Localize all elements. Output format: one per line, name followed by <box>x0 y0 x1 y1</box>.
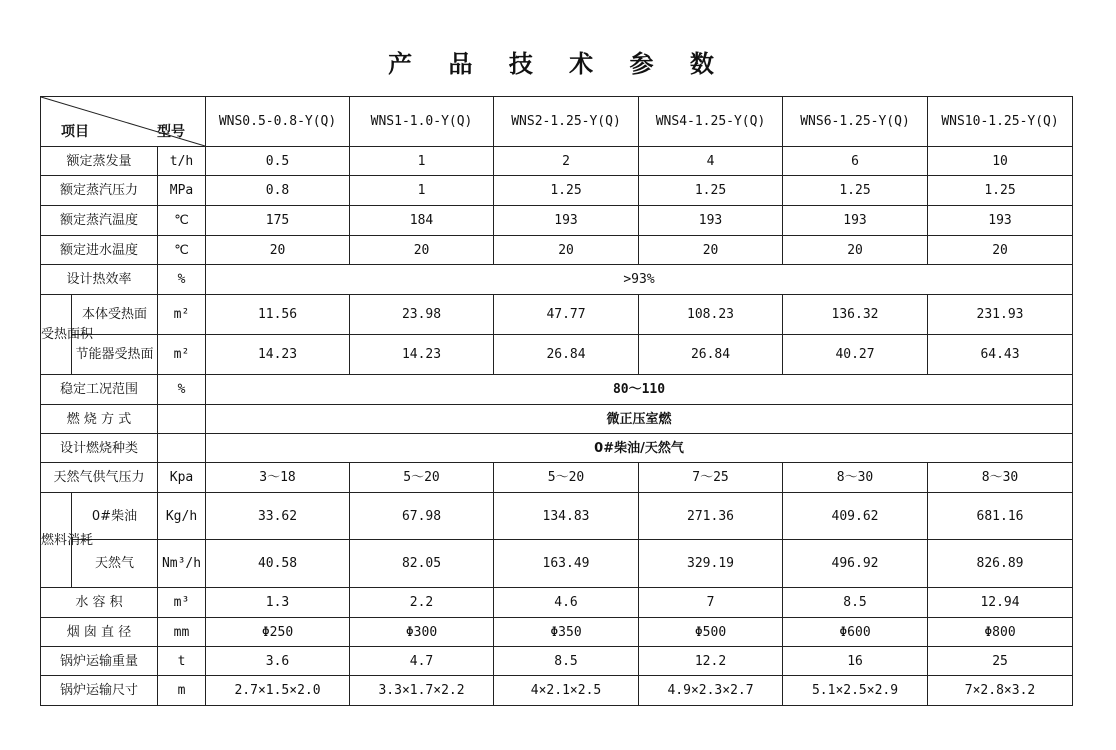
value-cell: 3～18 <box>206 463 350 493</box>
value-cell: 2.7×1.5×2.0 <box>206 676 350 706</box>
value-cell: 5～20 <box>494 463 639 493</box>
value-cell: 409.62 <box>783 493 928 540</box>
row-label: 设计燃烧种类 <box>41 434 158 463</box>
value-cell: 3.6 <box>206 647 350 676</box>
value-cell: 0.8 <box>206 176 350 206</box>
table-row <box>41 176 1073 206</box>
value-cell: 26.84 <box>494 335 639 375</box>
value-cell: 329.19 <box>639 540 783 588</box>
row-label: 天然气 <box>72 540 158 588</box>
value-cell: Φ350 <box>494 618 639 647</box>
value-cell: Φ300 <box>350 618 494 647</box>
row-label: 节能器受热面 <box>72 335 158 375</box>
table-row <box>41 206 1073 236</box>
value-cell: 193 <box>928 206 1073 236</box>
merged-value-cell: 微正压室燃 <box>206 405 1073 434</box>
row-label: 燃 烧 方 式 <box>41 405 158 434</box>
value-cell: 7×2.8×3.2 <box>928 676 1073 706</box>
value-cell: 23.98 <box>350 295 494 335</box>
row-label: 额定蒸发量 <box>41 147 158 176</box>
value-cell: 8.5 <box>783 588 928 618</box>
unit-cell: % <box>158 265 206 295</box>
value-cell: 14.23 <box>350 335 494 375</box>
row-label: 额定蒸汽温度 <box>41 206 158 236</box>
value-cell: Φ600 <box>783 618 928 647</box>
value-cell: 134.83 <box>494 493 639 540</box>
unit-cell: t <box>158 647 206 676</box>
value-cell: 4.9×2.3×2.7 <box>639 676 783 706</box>
row-label: 锅炉运输尺寸 <box>41 676 158 706</box>
value-cell: 8～30 <box>928 463 1073 493</box>
value-cell: 1.25 <box>494 176 639 206</box>
unit-cell: Nm³/h <box>158 540 206 588</box>
table-row <box>41 375 1073 405</box>
value-cell: 231.93 <box>928 295 1073 335</box>
table-row <box>41 335 1073 375</box>
value-cell: 47.77 <box>494 295 639 335</box>
unit-cell <box>158 434 206 463</box>
value-cell: 108.23 <box>639 295 783 335</box>
table-row <box>41 434 1073 463</box>
value-cell: 20 <box>639 236 783 265</box>
value-cell: 10 <box>928 147 1073 176</box>
value-cell: 271.36 <box>639 493 783 540</box>
value-cell: 26.84 <box>639 335 783 375</box>
value-cell: 16 <box>783 647 928 676</box>
value-cell: 496.92 <box>783 540 928 588</box>
value-cell: 20 <box>783 236 928 265</box>
value-cell: 4×2.1×2.5 <box>494 676 639 706</box>
row-label: 稳定工况范围 <box>41 375 158 405</box>
table-row <box>41 647 1073 676</box>
value-cell: 1 <box>350 147 494 176</box>
spec-table <box>40 96 1073 706</box>
header-corner-cell <box>41 97 206 147</box>
table-row <box>41 147 1073 176</box>
value-cell: 20 <box>350 236 494 265</box>
value-cell: 1.25 <box>928 176 1073 206</box>
table-row <box>41 588 1073 618</box>
unit-cell: m <box>158 676 206 706</box>
value-cell: 5.1×2.5×2.9 <box>783 676 928 706</box>
table-row <box>41 676 1073 706</box>
row-label: 锅炉运输重量 <box>41 647 158 676</box>
value-cell: 25 <box>928 647 1073 676</box>
value-cell: 3.3×1.7×2.2 <box>350 676 494 706</box>
group-label-heating-area: 受热面积 <box>41 295 72 375</box>
header-model-label: 型号 <box>157 124 186 140</box>
table-row <box>41 236 1073 265</box>
value-cell: 12.2 <box>639 647 783 676</box>
value-cell: 7～25 <box>639 463 783 493</box>
table-row <box>41 405 1073 434</box>
value-cell: 4.6 <box>494 588 639 618</box>
model-header: WNS10-1.25-Y(Q) <box>928 97 1073 147</box>
unit-cell: % <box>158 375 206 405</box>
value-cell: 8～30 <box>783 463 928 493</box>
unit-cell: Kpa <box>158 463 206 493</box>
model-header: WNS1-1.0-Y(Q) <box>350 97 494 147</box>
unit-cell: ℃ <box>158 206 206 236</box>
row-label: 额定进水温度 <box>41 236 158 265</box>
table-row <box>41 265 1073 295</box>
value-cell: 40.27 <box>783 335 928 375</box>
value-cell: 193 <box>783 206 928 236</box>
row-label: 额定蒸汽压力 <box>41 176 158 206</box>
value-cell: 20 <box>206 236 350 265</box>
value-cell: 175 <box>206 206 350 236</box>
value-cell: 826.89 <box>928 540 1073 588</box>
unit-cell <box>158 405 206 434</box>
value-cell: 82.05 <box>350 540 494 588</box>
row-label: 本体受热面 <box>72 295 158 335</box>
value-cell: 4.7 <box>350 647 494 676</box>
merged-value-cell: 80～110 <box>206 375 1073 405</box>
value-cell: 20 <box>928 236 1073 265</box>
table-row <box>41 493 1073 540</box>
value-cell: 67.98 <box>350 493 494 540</box>
unit-cell: mm <box>158 618 206 647</box>
row-label: 0#柴油 <box>72 493 158 540</box>
table-row <box>41 618 1073 647</box>
header-row <box>41 97 1073 147</box>
page-title: 产 品 技 术 参 数 <box>388 50 728 78</box>
table-row <box>41 295 1073 335</box>
value-cell: Φ250 <box>206 618 350 647</box>
value-cell: 64.43 <box>928 335 1073 375</box>
value-cell: 8.5 <box>494 647 639 676</box>
model-header: WNS0.5-0.8-Y(Q) <box>206 97 350 147</box>
unit-cell: Kg/h <box>158 493 206 540</box>
unit-cell: MPa <box>158 176 206 206</box>
group-label-fuel-consumption: 燃料消耗 <box>41 493 72 588</box>
value-cell: 136.32 <box>783 295 928 335</box>
value-cell: 1.3 <box>206 588 350 618</box>
value-cell: Φ500 <box>639 618 783 647</box>
value-cell: 184 <box>350 206 494 236</box>
value-cell: 2.2 <box>350 588 494 618</box>
value-cell: 2 <box>494 147 639 176</box>
value-cell: Φ800 <box>928 618 1073 647</box>
row-label: 水 容 积 <box>41 588 158 618</box>
value-cell: 33.62 <box>206 493 350 540</box>
row-label: 天然气供气压力 <box>41 463 158 493</box>
value-cell: 20 <box>494 236 639 265</box>
value-cell: 193 <box>494 206 639 236</box>
value-cell: 4 <box>639 147 783 176</box>
model-header: WNS4-1.25-Y(Q) <box>639 97 783 147</box>
value-cell: 12.94 <box>928 588 1073 618</box>
value-cell: 14.23 <box>206 335 350 375</box>
value-cell: 7 <box>639 588 783 618</box>
merged-value-cell: 0#柴油/天然气 <box>206 434 1073 463</box>
value-cell: 163.49 <box>494 540 639 588</box>
value-cell: 5～20 <box>350 463 494 493</box>
unit-cell: ℃ <box>158 236 206 265</box>
merged-value-cell: >93% <box>206 265 1073 295</box>
value-cell: 40.58 <box>206 540 350 588</box>
row-label: 烟 囱 直 径 <box>41 618 158 647</box>
header-item-label: 项目 <box>61 124 89 140</box>
value-cell: 11.56 <box>206 295 350 335</box>
value-cell: 0.5 <box>206 147 350 176</box>
row-label: 设计热效率 <box>41 265 158 295</box>
value-cell: 1.25 <box>783 176 928 206</box>
unit-cell: m³ <box>158 588 206 618</box>
table-row <box>41 463 1073 493</box>
value-cell: 1.25 <box>639 176 783 206</box>
table-row <box>41 540 1073 588</box>
value-cell: 681.16 <box>928 493 1073 540</box>
value-cell: 1 <box>350 176 494 206</box>
value-cell: 6 <box>783 147 928 176</box>
unit-cell: m² <box>158 295 206 335</box>
unit-cell: t/h <box>158 147 206 176</box>
model-header: WNS6-1.25-Y(Q) <box>783 97 928 147</box>
model-header: WNS2-1.25-Y(Q) <box>494 97 639 147</box>
value-cell: 193 <box>639 206 783 236</box>
unit-cell: m² <box>158 335 206 375</box>
